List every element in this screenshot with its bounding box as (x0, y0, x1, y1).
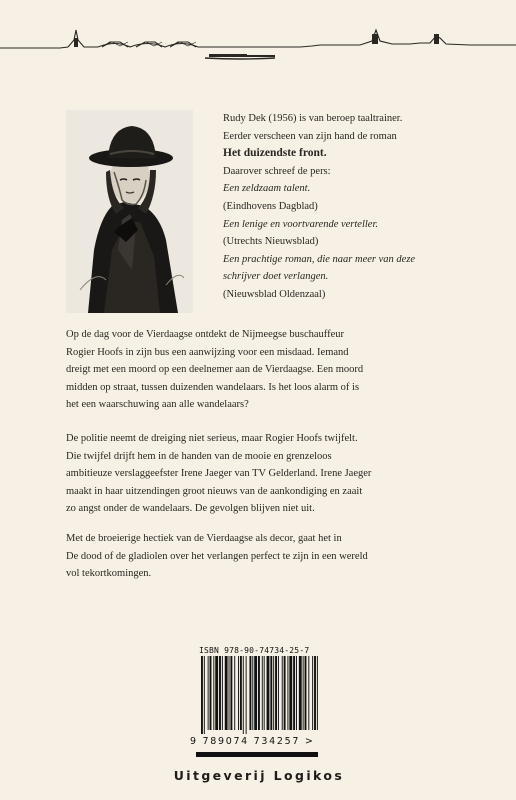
review-quote: Een prachtige roman, die naar meer van deze (223, 253, 416, 265)
barcode-bar (238, 656, 239, 730)
review-quote: schrijver doet verlangen. (223, 271, 329, 283)
barcode-bar (258, 656, 260, 730)
barcode-bar (282, 656, 283, 730)
barcode-bar (234, 656, 235, 730)
barcode-bar (278, 656, 279, 730)
blurb-line: het een waarschuwing aan alle wandelaars? (66, 399, 249, 411)
blurb-paragraph-1 (66, 326, 466, 414)
review-source: (Utrechts Nieuwsblad) (223, 236, 319, 248)
barcode-bar (252, 656, 253, 730)
blurb-line: De politie neemt de dreiging niet serieus, maar Rogier Hoofs twijfelt. (66, 433, 358, 444)
review-quote: Een lenige en voortvarende verteller. (223, 218, 379, 230)
barcode-bar (287, 656, 288, 730)
barcode-bar (308, 656, 309, 730)
barcode-bar (275, 656, 277, 730)
barcode-bar (270, 656, 272, 730)
review-quote: Een zeldzaam talent. (223, 183, 311, 195)
barcode-bar (204, 656, 205, 734)
blurb-line: zo angst onder de wandelaars. De gevolgen blijven niet uit. (66, 503, 315, 515)
barcode-bar (305, 656, 307, 730)
isbn-barcode (199, 656, 319, 734)
blurb-paragraph-2 (66, 430, 466, 518)
barcode-bar (222, 656, 223, 730)
publisher-name: Uitgeverij Logikos (173, 768, 345, 783)
review-source: (Nieuwsblad Oldenzaal) (223, 288, 326, 300)
barcode-bar (240, 656, 242, 730)
blurb-line: Met de broeierige hectiek van de Vierdaagse als decor, gaat het in (66, 533, 342, 544)
city-skyline-illustration (0, 18, 516, 73)
barcode-bar (215, 656, 218, 730)
barcode-bar (264, 656, 265, 730)
barcode-bar (289, 656, 292, 730)
barcode-bar (243, 656, 244, 734)
barcode-bar (208, 656, 209, 730)
barcode-bar (312, 656, 313, 730)
barcode-bar (314, 656, 316, 730)
publisher-rule (196, 752, 318, 757)
barcode-bar (293, 656, 295, 730)
blurb-line: Op de dag voor de Vierdaagse ontdekt de Nijmeegse buschauffeur (66, 329, 345, 340)
barcode-bar (254, 656, 257, 730)
barcode-bar (284, 656, 286, 730)
review-source: (Eindhovens Dagblad) (223, 200, 318, 212)
barcode-bar (267, 656, 270, 730)
barcode-bar (225, 656, 228, 730)
author-bio-line: Rudy Dek (1956) is van beroep taaltrainer. (223, 113, 403, 124)
blurb-line: Rogier Hoofs in zijn bus een aanwijzing voor een misdaad. Iemand (66, 346, 349, 358)
barcode-bar (246, 656, 247, 734)
blurb-line: dreigt met een moord op een deelnemer aan de Vierdaagse. Een moord (66, 364, 364, 376)
blurb-line: Die twijfel drijft hem in de handen van de mooie en grenzeloos (66, 450, 332, 462)
barcode-bar (210, 656, 212, 730)
barcode-bar (262, 656, 263, 730)
barcode-bar (219, 656, 221, 730)
barcode-bar (213, 656, 214, 730)
blurb-line: De dood of de gladiolen over het verlangen perfect te zijn in een wereld (66, 550, 368, 562)
blurb-line: midden op straat, tussen duizenden wandelaars. Is het loos alarm of is (66, 381, 360, 393)
barcode-bar (296, 656, 297, 730)
barcode-bar (229, 656, 230, 730)
author-bio-line: Eerder verscheen van zijn hand de roman (223, 130, 397, 142)
blurb-line: maakt in haar uitzendingen groot nieuws van de aankondiging en zaait (66, 485, 363, 497)
author-bio-line: Daarover schreef de pers: (223, 165, 331, 177)
barcode-bar (303, 656, 304, 730)
blurb-paragraph-3 (66, 530, 466, 583)
blurb-line: ambitieuze verslaggeefster Irene Jaeger van TV Gelderland. Irene Jaeger (66, 468, 372, 480)
author-portrait (66, 110, 193, 313)
isbn-label: ISBN 978-90-74734-25-7 (199, 646, 310, 655)
barcode-bar (230, 656, 232, 730)
blurb-line: vol tekortkomingen. (66, 568, 152, 580)
barcode-bar (317, 656, 318, 730)
barcode-bar (273, 656, 274, 730)
barcode-bar (249, 656, 251, 730)
barcode-bar (299, 656, 302, 730)
author-bio (223, 110, 493, 304)
isbn-digits: 9 789074 734257 > (190, 736, 315, 747)
barcode-bar (201, 656, 203, 734)
previous-book-title: Het duizendste front. (223, 147, 327, 160)
